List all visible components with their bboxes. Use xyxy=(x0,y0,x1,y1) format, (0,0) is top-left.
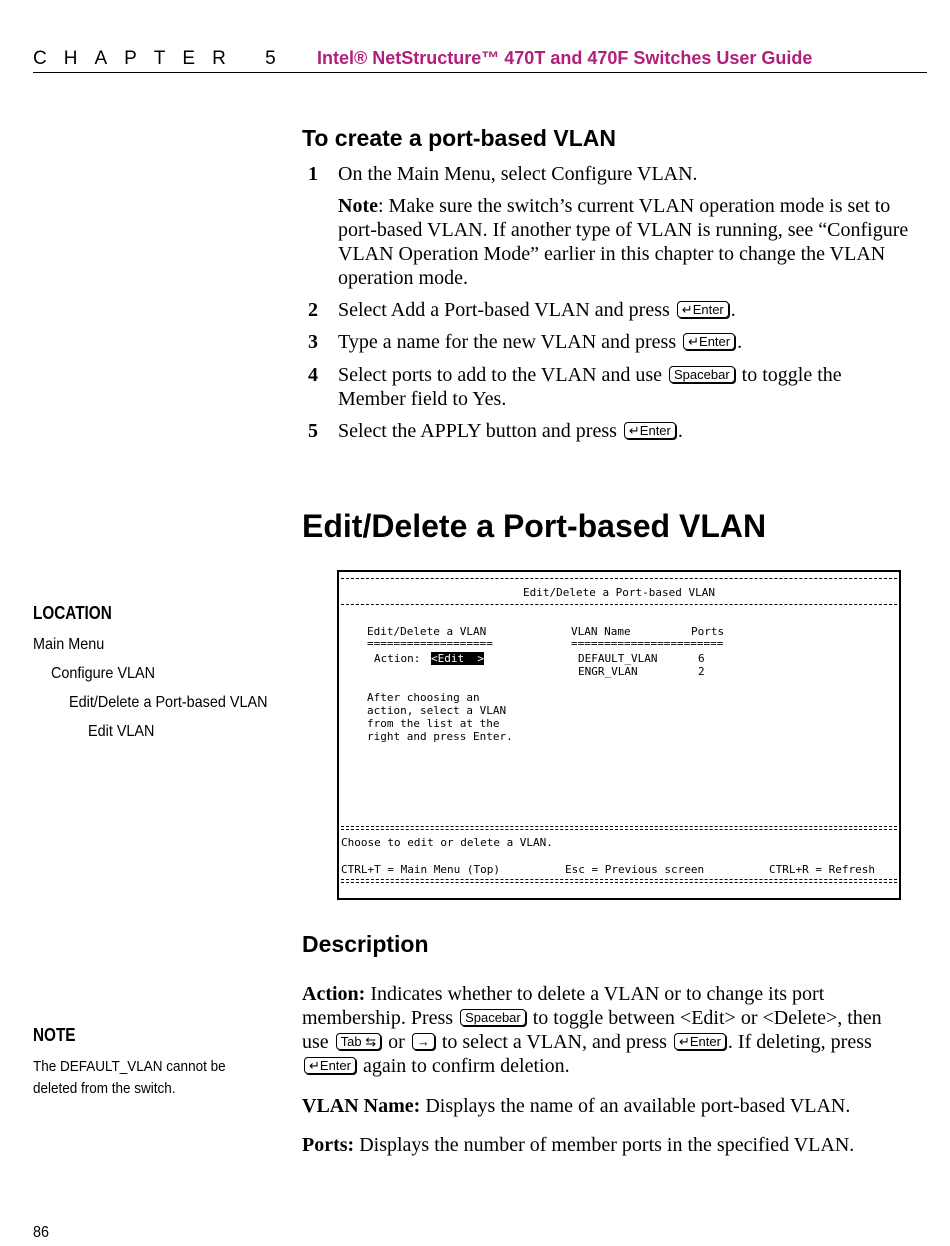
footer-previous: Esc = Previous screen xyxy=(565,863,705,876)
page-number: 86 xyxy=(33,1224,50,1241)
enter-key-icon: ↵Enter xyxy=(677,301,729,318)
sidebar-note-line-1: The DEFAULT_VLAN cannot be xyxy=(33,1058,226,1075)
vlan-row-name[interactable]: ENGR_VLAN xyxy=(578,665,638,678)
help-line: right and press Enter. xyxy=(367,730,513,743)
location-item-edit-vlan: Edit VLAN xyxy=(88,723,155,740)
footer-main-menu: CTRL+T = Main Menu (Top) xyxy=(341,863,500,876)
enter-key-icon: ↵Enter xyxy=(624,422,676,439)
description-heading: Description xyxy=(302,931,429,957)
vlan-row-ports: 6 xyxy=(698,652,705,665)
chapter-label: CHAPTER 5 xyxy=(33,48,293,69)
status-line: Choose to edit or delete a VLAN. xyxy=(341,836,553,849)
spacebar-key-icon: Spacebar xyxy=(669,366,735,383)
step-1-note xyxy=(338,194,928,290)
help-line: from the list at the xyxy=(367,717,500,730)
action-description: Action: Indicates whether to delete a VLAN or to change its port membership. Press Spacebar to toggle between <Edit> or <Delete>, then use Tab ⇆ or → to select a VLAN, and press ↵Enter . If deleting, press ↵Enter again to confirm deletion. xyxy=(302,983,882,1077)
help-line: After choosing an xyxy=(367,691,480,704)
step-1: 1 On the Main Menu, select Configure VLAN. xyxy=(308,162,928,186)
location-heading: LOCATION xyxy=(33,603,112,623)
note-text: : Make sure the switch’s current VLAN operation mode is set to port-based VLAN. If another type of VLAN is running, see “Configure VLAN Operation Mode” earlier in this chapter to change the VLAN operation mode. xyxy=(338,195,909,289)
enter-key-icon: ↵Enter xyxy=(674,1033,726,1050)
step-5: 5 Select the APPLY button and press ↵Enter . xyxy=(308,420,683,442)
vlan-name-description: VLAN Name: Displays the name of an available port-based VLAN. xyxy=(302,1095,851,1117)
step-1-text: On the Main Menu, select Configure VLAN. xyxy=(338,163,698,185)
divider xyxy=(341,578,897,579)
terminal-screen xyxy=(337,570,901,900)
divider xyxy=(341,604,897,605)
divider xyxy=(341,879,897,883)
right-column-rule: ======================= xyxy=(571,637,724,650)
ports-term: Ports: xyxy=(302,1134,355,1156)
guide-title: Intel® NetStructure™ 470T and 470F Switches User Guide xyxy=(317,48,813,68)
help-line: action, select a VLAN xyxy=(367,704,507,717)
location-item-configure-vlan: Configure VLAN xyxy=(51,665,156,682)
note-heading: NOTE xyxy=(33,1025,76,1045)
step-4: 4 Select ports to add to the VLAN and use Spacebar to toggle the Member field to Yes. xyxy=(308,364,842,410)
col-ports: Ports xyxy=(691,625,725,638)
edit-delete-heading: Edit/Delete a Port-based VLAN xyxy=(302,508,767,544)
action-term: Action: xyxy=(302,983,366,1005)
vlan-name-term: VLAN Name: xyxy=(302,1095,421,1117)
location-item-main-menu: Main Menu xyxy=(33,636,105,653)
col-vlan-name: VLAN Name xyxy=(571,625,631,638)
note-label: Note xyxy=(338,195,378,217)
create-vlan-heading: To create a port-based VLAN xyxy=(302,125,616,151)
vlan-row-ports: 2 xyxy=(698,665,705,678)
sidebar-note-line-2: deleted from the switch. xyxy=(33,1080,176,1097)
tab-key-icon: Tab ⇆ xyxy=(336,1033,381,1050)
footer-refresh: CTRL+R = Refresh xyxy=(769,863,875,876)
left-column-rule: =================== xyxy=(367,637,493,650)
vlan-row-name[interactable]: DEFAULT_VLAN xyxy=(578,652,658,665)
screen-title: Edit/Delete a Port-based VLAN xyxy=(522,586,716,599)
right-arrow-key-icon: → xyxy=(412,1033,435,1050)
location-item-edit-delete: Edit/Delete a Port-based VLAN xyxy=(69,694,268,711)
left-column-heading: Edit/Delete a VLAN xyxy=(367,625,487,638)
action-label: Action: xyxy=(374,652,421,665)
step-3: 3 Type a name for the new VLAN and press ↵Enter . xyxy=(308,331,743,353)
enter-key-icon: ↵Enter xyxy=(683,333,735,350)
header-rule xyxy=(33,72,927,73)
spacebar-key-icon: Spacebar xyxy=(460,1009,526,1026)
enter-key-icon: ↵Enter xyxy=(304,1057,356,1074)
ports-description: Ports: Displays the number of member ports in the specified VLAN. xyxy=(302,1134,855,1156)
step-2: 2 Select Add a Port-based VLAN and press ↵Enter . xyxy=(308,299,736,321)
action-select[interactable]: <Edit > xyxy=(431,652,484,665)
divider xyxy=(341,826,897,830)
